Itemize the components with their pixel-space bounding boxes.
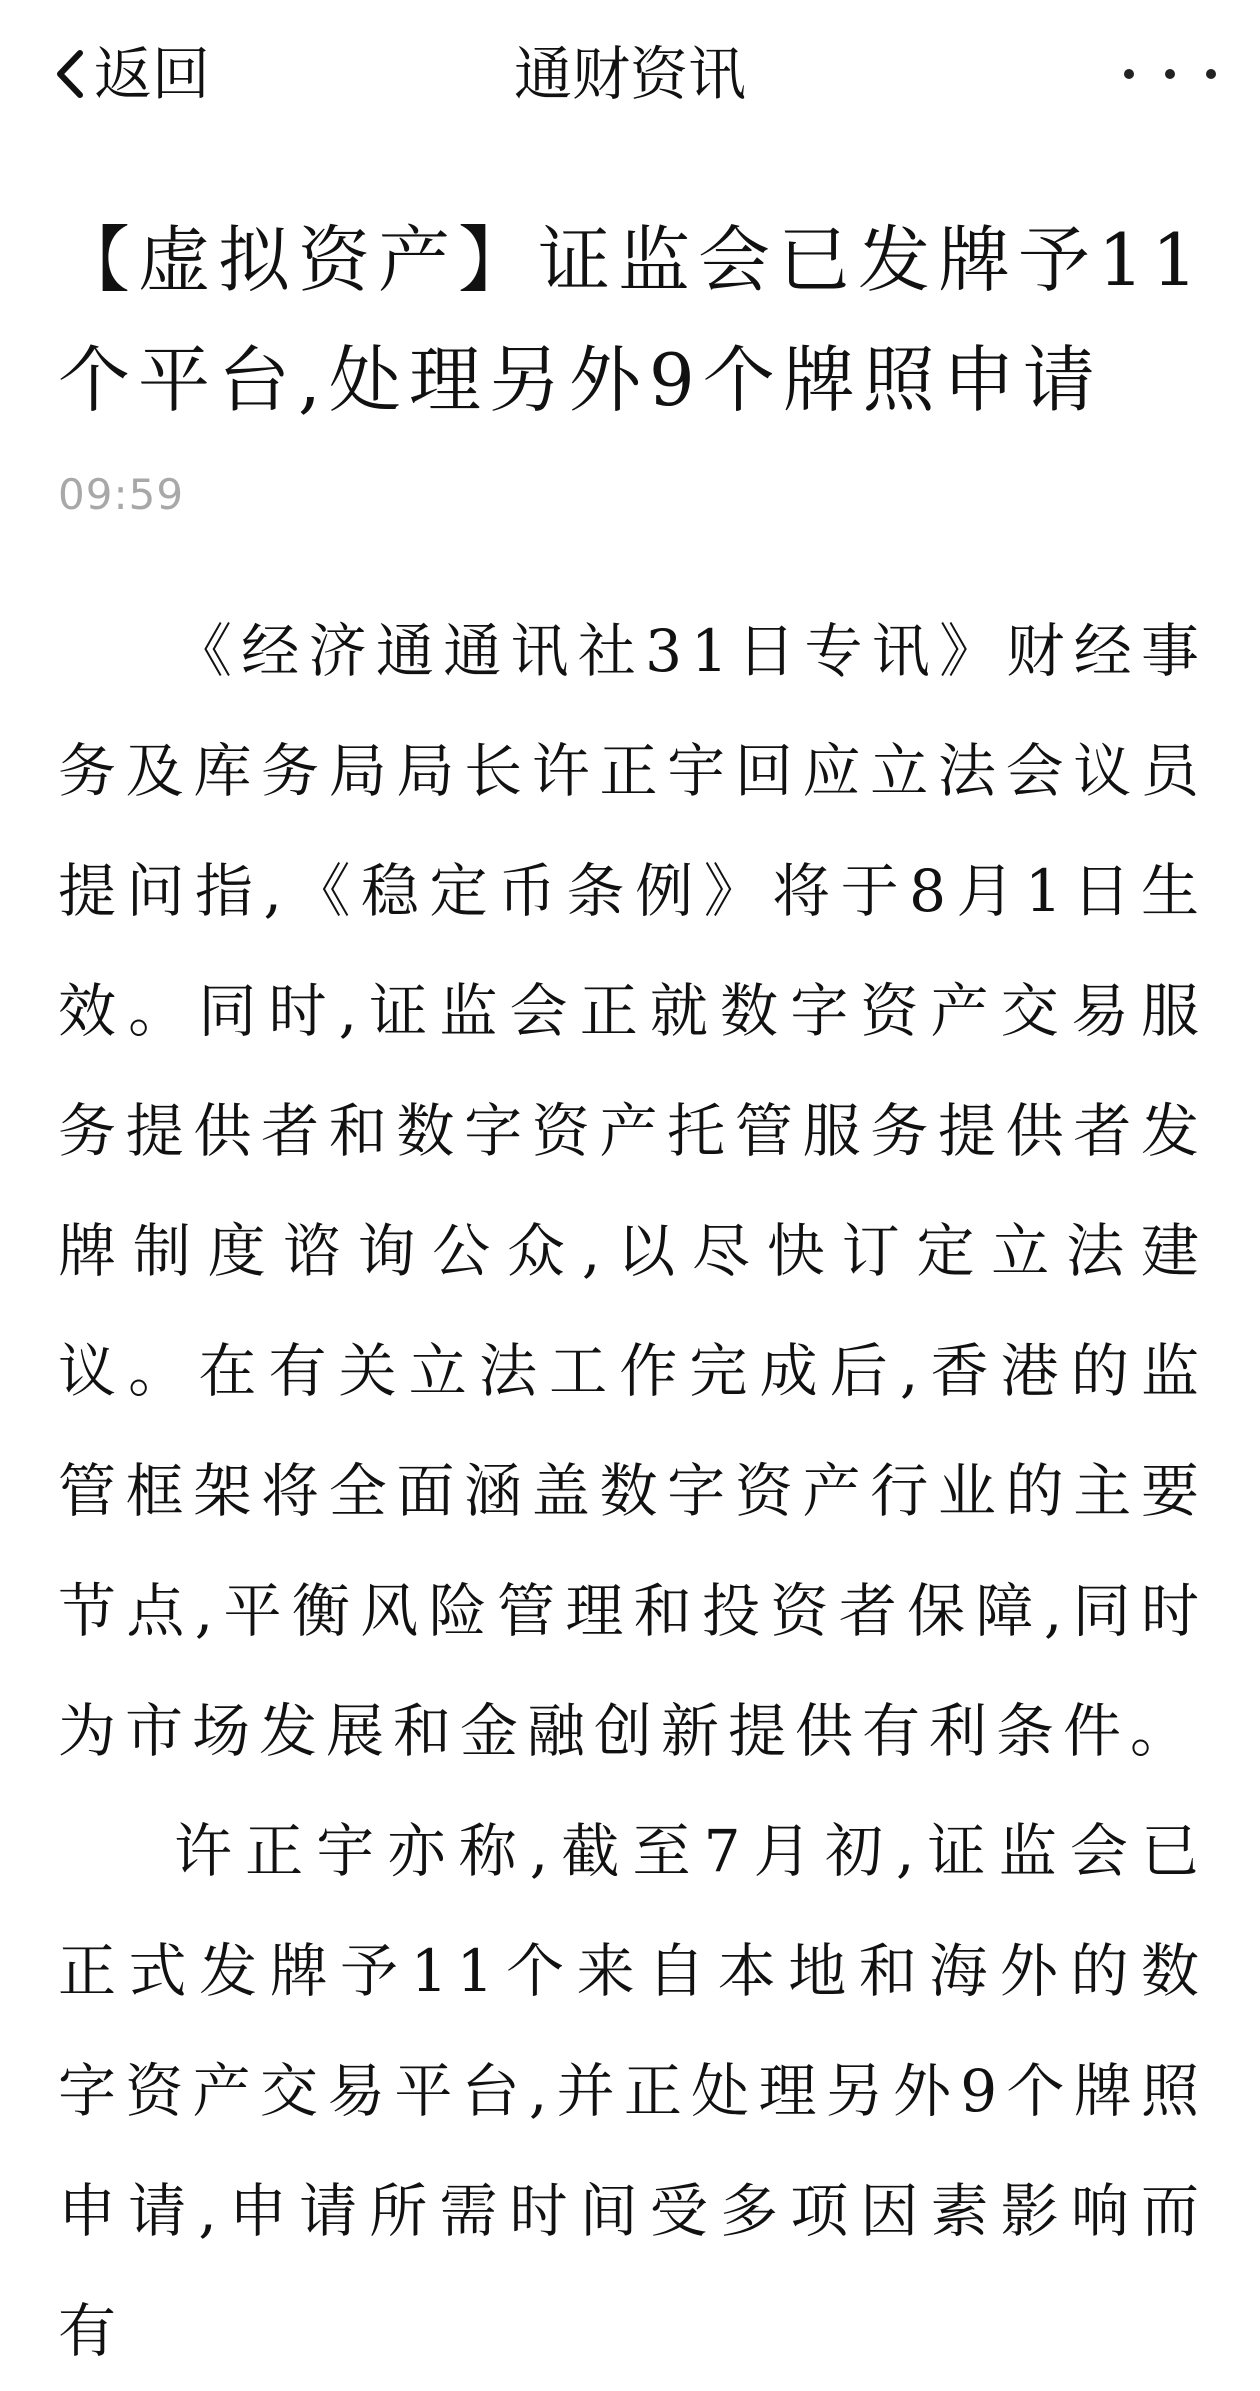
more-dots-icon (1165, 69, 1175, 79)
back-label: 返回 (94, 40, 211, 108)
more-dots-icon (1206, 69, 1216, 79)
top-navigation-bar (0, 0, 1260, 150)
chevron-left-icon (52, 49, 88, 99)
article-headline: 【虚拟资产】证监会已发牌予11个平台,处理另外9个牌照申请 (58, 218, 1206, 422)
article-paragraph: 许正宇亦称,截至7月初,证监会已正式发牌予11个来自本地和海外的数字资产交易平台,并正处理另外9个牌照申请,申请所需时间受多项因素影响而有 (58, 1817, 1208, 2365)
more-options-button[interactable] (1120, 52, 1220, 96)
article (58, 200, 1208, 2391)
publish-time: 09:59 (58, 470, 185, 519)
back-button[interactable] (52, 34, 210, 114)
article-body (58, 591, 1208, 2391)
article-paragraph: 《经济通通讯社31日专讯》财经事务及库务局局长许正宇回应立法会议员提问指,《稳定币条例》将于8月1日生效。同时,证监会正就数字资产交易服务提供者和数字资产托管服务提供者发牌制度谘询公众,以尽快订定立法建议。在有关立法工作完成后,香港的监管框架将全面涵盖数字资产行业的主要节点,平衡风险管理和投资者保障,同时为市场发展和金融创新提供有利条件。 (58, 617, 1208, 1765)
more-dots-icon (1124, 69, 1134, 79)
page-title: 通财资讯 (513, 40, 746, 108)
